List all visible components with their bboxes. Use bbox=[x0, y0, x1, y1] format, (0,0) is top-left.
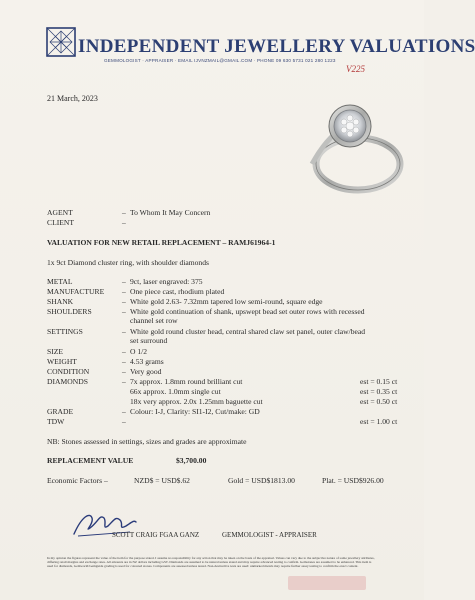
shank-value: White gold 2.63- 7.32mm tapered low semi-round, square edge bbox=[130, 297, 323, 306]
contact-line: GEMMOLOGIST · APPRAISER · EMAIL IJVNZMAIL@GMAIL.COM · PHONE 09 630 5731 021 280 1223 bbox=[104, 58, 336, 63]
grade-value: Colour: I-J, Clarity: SI1-I2, Cut/make: GD bbox=[130, 407, 260, 416]
agent-value: To Whom It May Concern bbox=[130, 208, 211, 217]
settings-label: SETTINGS bbox=[47, 327, 83, 336]
tdw-est: est = 1.00 ct bbox=[360, 417, 398, 426]
manufacture-label: MANUFACTURE bbox=[47, 287, 105, 296]
manufacture-value: One piece cast, rhodium plated bbox=[130, 287, 225, 296]
appraiser-role: GEMMOLOGIST - APPRAISER bbox=[222, 531, 317, 539]
metal-value: 9ct, laser engraved: 375 bbox=[130, 277, 203, 286]
weight-value: 4.53 grams bbox=[130, 357, 164, 366]
agent-label: AGENT bbox=[47, 208, 73, 217]
diamonds-label: DIAMONDS bbox=[47, 377, 88, 386]
diamond-row-desc: 18x very approx. 2.0x 1.25mm baguette cut bbox=[130, 397, 263, 406]
settings-dash: – bbox=[122, 327, 126, 336]
nzd-rate: NZD$ = USD$.62 bbox=[134, 476, 190, 485]
metal-dash: – bbox=[122, 277, 126, 286]
handwritten-ref: V225 bbox=[346, 64, 365, 74]
platinum-price: Plat. = USD$926.00 bbox=[322, 476, 384, 485]
settings-value-line1: White gold round cluster head, central shared claw set panel, outer claw/bead bbox=[130, 327, 366, 336]
size-dash: – bbox=[122, 347, 126, 356]
size-label: SIZE bbox=[47, 347, 64, 356]
approximation-note: NB: Stones assessed in settings, sizes and grades are approximate bbox=[47, 437, 247, 446]
grade-dash: – bbox=[122, 407, 126, 416]
diamond-row-desc: 66x approx. 1.0mm single cut bbox=[130, 387, 221, 396]
item-description: 1x 9ct Diamond cluster ring, with shoulder diamonds bbox=[47, 258, 209, 267]
settings-value-line2: set surround bbox=[130, 336, 168, 345]
size-value: O 1/2 bbox=[130, 347, 148, 356]
client-dash: – bbox=[122, 218, 126, 227]
diamonds-dash: – bbox=[122, 377, 126, 386]
document-date: 21 March, 2023 bbox=[47, 94, 98, 103]
agent-dash: – bbox=[122, 208, 126, 217]
economic-label: Economic Factors – bbox=[47, 476, 108, 485]
company-name: INDEPENDENT JEWELLERY VALUATIONS bbox=[78, 36, 475, 57]
condition-dash: – bbox=[122, 367, 126, 376]
tdw-dash: – bbox=[122, 417, 126, 426]
client-label: CLIENT bbox=[47, 218, 74, 227]
shoulders-label: SHOULDERS bbox=[47, 307, 92, 316]
diamond-row-est: est = 0.50 ct bbox=[360, 397, 398, 406]
diamond-row-desc: 7x approx. 1.8mm round brilliant cut bbox=[130, 377, 243, 386]
gold-price: Gold = USD$1813.00 bbox=[228, 476, 295, 485]
shoulders-dash: – bbox=[122, 307, 126, 316]
shank-dash: – bbox=[122, 297, 126, 306]
diamond-row-est: est = 0.35 ct bbox=[360, 387, 398, 396]
weight-label: WEIGHT bbox=[47, 357, 77, 366]
grade-label: GRADE bbox=[47, 407, 74, 416]
manufacture-dash: – bbox=[122, 287, 126, 296]
metal-label: METAL bbox=[47, 277, 73, 286]
valuation-title: VALUATION FOR NEW RETAIL REPLACEMENT – RAMJ61964-1 bbox=[47, 238, 276, 247]
condition-value: Very good bbox=[130, 367, 162, 376]
disclaimer-text: In my opinion the figures represent the value of the item for the purpose stated. I assume no responsibility for any action that may be taken on the basis of the appraisal. Values can vary due to the subjective nature of some jewellery attributes, differing retail margins and exchange rates. All amounts are in NZ dollars including GST. Diamonds are assumed to be natural unless stated and may require advanced testing to confirm. Gemstones are assumed to be enhanced. This item is used for diamonds, Gemworld/Gemguide grading is used for coloured stones. Components are assessed unless tested. Non-destructive tests are used: unmarked metals may require further assay testing to confirm the exact content. bbox=[47, 556, 375, 569]
ring-photo bbox=[292, 98, 404, 200]
diamond-logo-icon bbox=[46, 27, 76, 57]
watermark-stamp bbox=[288, 576, 366, 590]
condition-label: CONDITION bbox=[47, 367, 90, 376]
shoulders-value-line1: White gold continuation of shank, upswept bead set outer rows with recessed bbox=[130, 307, 365, 316]
diamond-row-est: est = 0.15 ct bbox=[360, 377, 398, 386]
replacement-label: REPLACEMENT VALUE bbox=[47, 456, 134, 465]
replacement-value: $3,700.00 bbox=[176, 456, 207, 465]
shoulders-value-line2: channel set row bbox=[130, 316, 178, 325]
shank-label: SHANK bbox=[47, 297, 74, 306]
tdw-label: TDW bbox=[47, 417, 65, 426]
weight-dash: – bbox=[122, 357, 126, 366]
appraiser-name: SCOTT CRAIG FGAA GANZ bbox=[112, 531, 200, 539]
